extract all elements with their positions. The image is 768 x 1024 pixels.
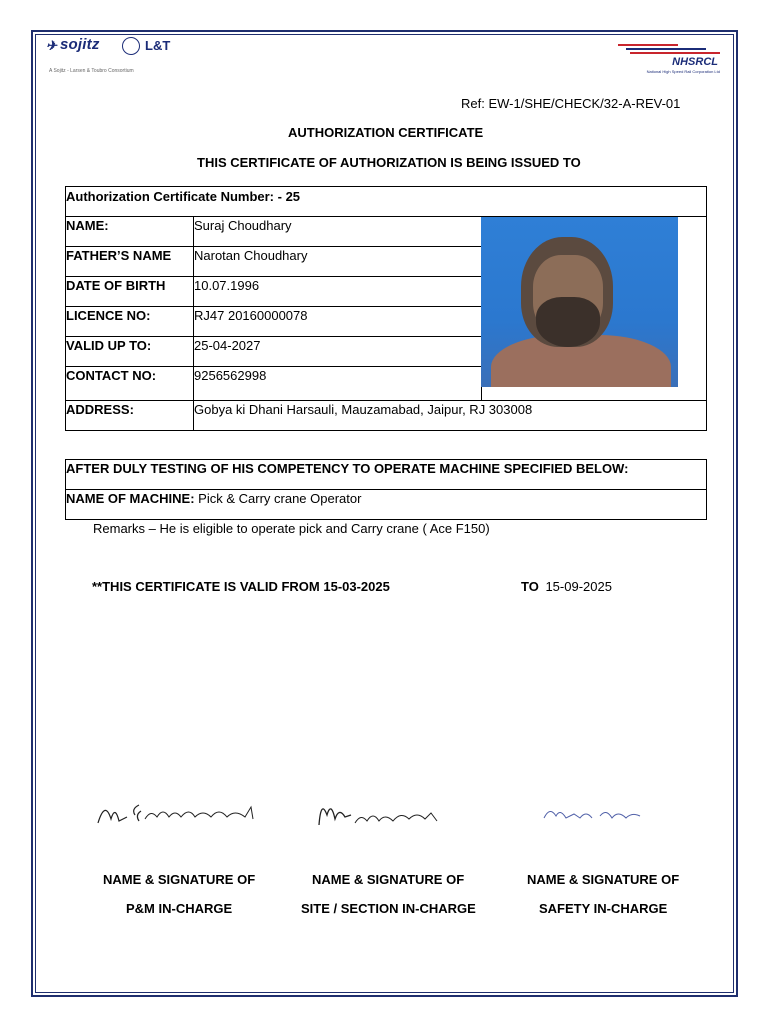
sojitz-wordmark: sojitz	[60, 36, 100, 53]
field-value-dob: 10.07.1996	[194, 278, 260, 293]
machine-value: Pick & Carry crane Operator	[198, 491, 362, 506]
holder-photo	[481, 217, 678, 387]
consortium-tagline: A Sojitz - Larsen & Toubro Consortium	[49, 68, 134, 74]
validity-to-date: 15-09-2025	[545, 579, 612, 594]
field-label: NAME:	[66, 218, 109, 233]
field-value-valid-up-to: 25-04-2027	[194, 338, 261, 353]
sojitz-swoosh-icon: ✈	[46, 38, 57, 53]
lt-wordmark: L&T	[145, 38, 171, 53]
reference-number: Ref: EW-1/SHE/CHECK/32-A-REV-01	[461, 96, 681, 111]
field-value-contact: 9256562998	[194, 368, 267, 383]
machine-line	[66, 491, 361, 506]
machine-label: NAME OF MACHINE:	[66, 491, 195, 506]
train-stripe-icon	[626, 48, 706, 50]
field-value-father-name: Narotan Choudhary	[194, 248, 308, 263]
validity-from: **THIS CERTIFICATE IS VALID FROM 15-03-2025	[92, 579, 390, 594]
safety-incharge-signature	[540, 800, 650, 830]
nhsrcl-wordmark: NHSRCL	[672, 56, 718, 68]
field-label: FATHER’S NAME	[66, 248, 172, 263]
field-label: VALID UP TO:	[66, 338, 152, 353]
nhsrcl-logo	[616, 41, 722, 77]
remarks: Remarks – He is eligible to operate pick and Carry crane ( Ace F150)	[93, 521, 490, 536]
sig-caption-site-line1: NAME & SIGNATURE OF	[312, 872, 465, 887]
site-incharge-signature	[315, 795, 450, 835]
field-value-name: Suraj Choudhary	[194, 218, 292, 233]
address-label: ADDRESS:	[66, 402, 134, 417]
sig-caption-pm-line1: NAME & SIGNATURE OF	[103, 872, 256, 887]
document-title: AUTHORIZATION CERTIFICATE	[288, 125, 484, 140]
competency-heading: AFTER DULY TESTING OF HIS COMPETENCY TO OPERATE MACHINE SPECIFIED BELOW:	[66, 461, 629, 476]
pm-incharge-signature	[95, 795, 265, 835]
validity-to	[521, 579, 612, 594]
train-stripe-icon	[630, 52, 720, 54]
nhsrcl-tagline: National High Speed Rail Corporation Ltd	[646, 69, 720, 74]
validity-to-label: TO	[521, 579, 539, 594]
field-label: LICENCE NO:	[66, 308, 151, 323]
sig-caption-site-line2: SITE / SECTION IN-CHARGE	[301, 901, 476, 916]
cert-number: Authorization Certificate Number: - 25	[66, 189, 301, 204]
document-subtitle: THIS CERTIFICATE OF AUTHORIZATION IS BEING ISSUED TO	[197, 155, 581, 170]
sig-caption-pm-line2: P&M IN-CHARGE	[126, 901, 233, 916]
address-value: Gobya ki Dhani Harsauli, Mauzamabad, Jaipur, RJ 303008	[194, 402, 533, 417]
field-label: DATE OF BIRTH	[66, 278, 166, 293]
sig-caption-safety-line1: NAME & SIGNATURE OF	[527, 872, 680, 887]
sojitz-lt-logo	[46, 36, 186, 78]
train-stripe-icon	[618, 44, 678, 46]
sig-caption-safety-line2: SAFETY IN-CHARGE	[539, 901, 668, 916]
field-label: CONTACT NO:	[66, 368, 157, 383]
lt-emblem-icon	[122, 37, 140, 55]
field-value-licence: RJ47 20160000078	[194, 308, 308, 323]
